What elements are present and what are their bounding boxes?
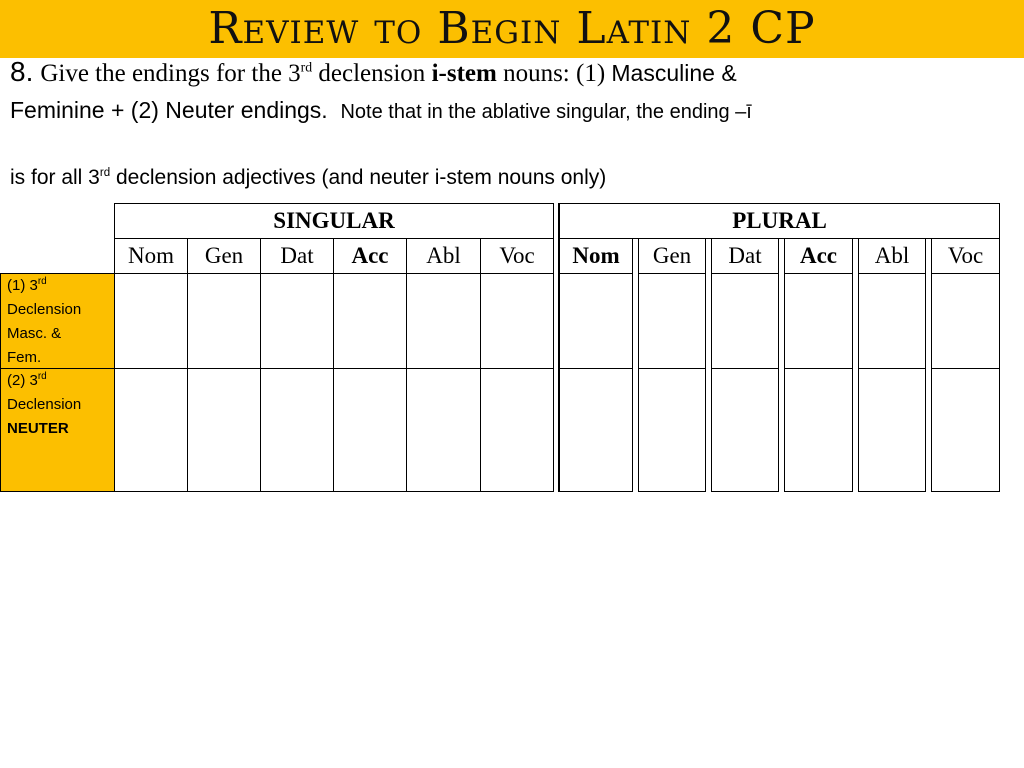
answer-cell-r1-voc-pl[interactable] — [931, 273, 1000, 369]
question-line-1 — [10, 56, 737, 90]
answer-cell-r1-acc-pl[interactable] — [784, 273, 853, 369]
answer-cell-r1-nom-pl[interactable] — [559, 273, 633, 369]
question-line-2-main: Feminine + (2) Neuter endings. — [10, 97, 328, 123]
answer-cell-r2-voc-pl[interactable] — [931, 368, 1000, 492]
column-header-dat: Dat — [260, 238, 334, 274]
answer-cell-r2-gen-sg[interactable] — [187, 368, 261, 492]
answer-cell-r2-acc-sg[interactable] — [333, 368, 407, 492]
column-header-acc: Acc — [784, 238, 853, 274]
answer-cell-r2-voc-sg[interactable] — [480, 368, 554, 492]
answer-cell-r1-gen-sg[interactable] — [187, 273, 261, 369]
column-header-nom: Nom — [559, 238, 633, 274]
question-number: 8. — [10, 56, 34, 87]
question-line-2 — [10, 94, 752, 128]
group-header-singular: SINGULAR — [114, 203, 554, 239]
slide-title: Review to Begin Latin 2 CP — [208, 3, 816, 54]
answer-cell-r1-abl-pl[interactable] — [858, 273, 926, 369]
column-header-gen: Gen — [187, 238, 261, 274]
column-header-acc: Acc — [333, 238, 407, 274]
column-header-gen: Gen — [638, 238, 706, 274]
answer-cell-r1-nom-sg[interactable] — [114, 273, 188, 369]
singular-plural-divider — [553, 203, 559, 492]
answer-cell-r1-voc-sg[interactable] — [480, 273, 554, 369]
answer-cell-r2-abl-pl[interactable] — [858, 368, 926, 492]
column-header-abl: Abl — [406, 238, 481, 274]
title-bar — [0, 0, 1024, 58]
answer-cell-r2-dat-sg[interactable] — [260, 368, 334, 492]
answer-cell-r2-gen-pl[interactable] — [638, 368, 706, 492]
answer-cell-r1-acc-sg[interactable] — [333, 273, 407, 369]
answer-cell-r1-abl-sg[interactable] — [406, 273, 481, 369]
answer-cell-r1-dat-pl[interactable] — [711, 273, 779, 369]
question-line-3: is for all 3rd declension adjectives (and neuter i-stem nouns only) — [10, 166, 607, 189]
question-text-a: Give the endings for the 3rd declension i-stem nouns: (1) — [40, 59, 612, 87]
answer-cell-r2-dat-pl[interactable] — [711, 368, 779, 492]
group-header-plural: PLURAL — [559, 203, 1000, 239]
question-text-sans: Masculine & — [611, 60, 737, 86]
row-label-2: (2) 3rd Declension NEUTER — [0, 368, 115, 492]
column-header-nom: Nom — [114, 238, 188, 274]
column-header-voc: Voc — [931, 238, 1000, 274]
answer-cell-r2-acc-pl[interactable] — [784, 368, 853, 492]
answer-cell-r1-gen-pl[interactable] — [638, 273, 706, 369]
answer-cell-r2-abl-sg[interactable] — [406, 368, 481, 492]
i-stem-term: i-stem — [431, 60, 497, 87]
row-label-1: (1) 3rd Declension Masc. & Fem. — [0, 273, 115, 369]
answer-cell-r1-dat-sg[interactable] — [260, 273, 334, 369]
answer-cell-r2-nom-pl[interactable] — [559, 368, 633, 492]
column-header-dat: Dat — [711, 238, 779, 274]
answer-cell-r2-nom-sg[interactable] — [114, 368, 188, 492]
ablative-note: Note that in the ablative singular, the ending –ī — [340, 101, 752, 123]
column-header-voc: Voc — [480, 238, 554, 274]
column-header-abl: Abl — [858, 238, 926, 274]
